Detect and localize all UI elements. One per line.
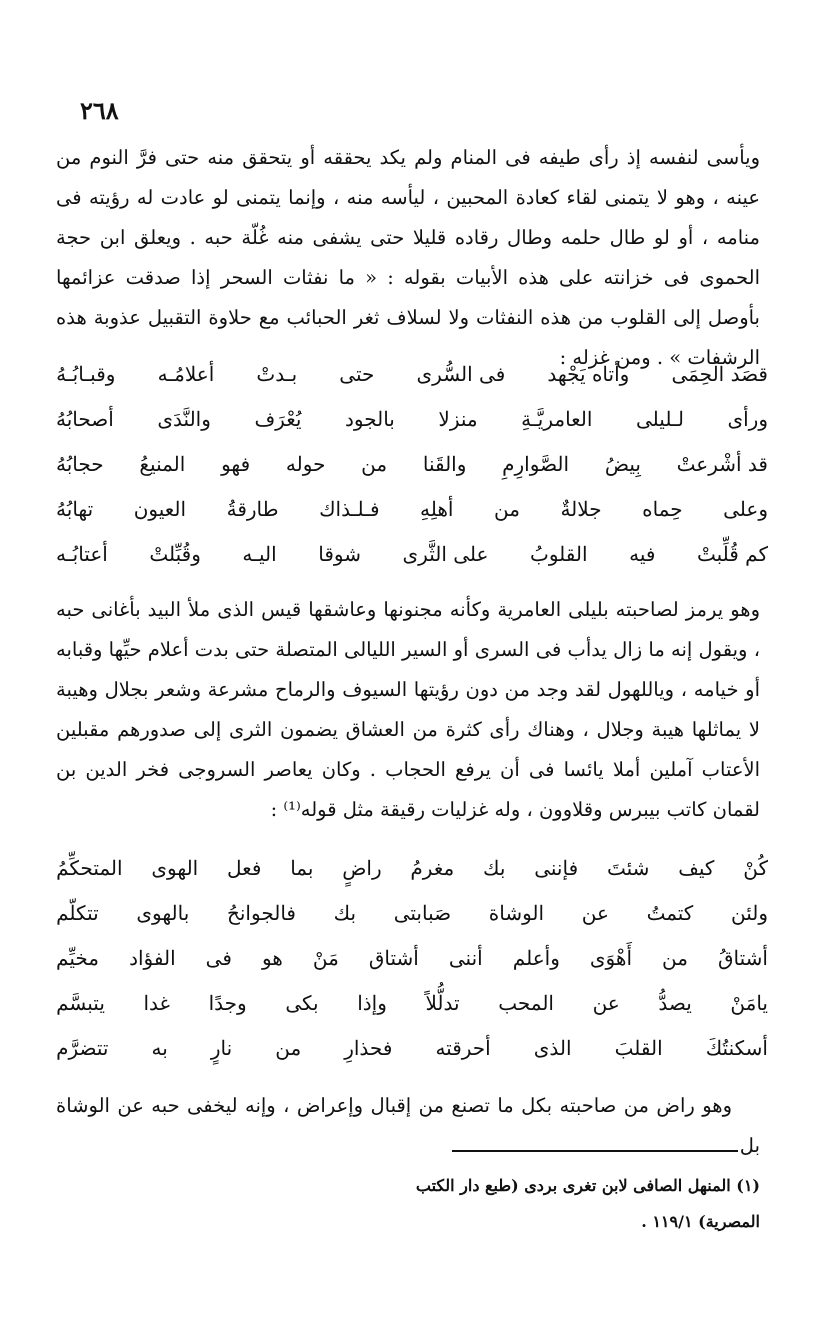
verse-word: وعلى bbox=[723, 497, 768, 521]
page-number: ٢٦٨ bbox=[80, 96, 119, 125]
verse-word: وأعلم bbox=[512, 946, 560, 970]
verse-word: أشتاق bbox=[368, 946, 419, 970]
verse-word: فحذارِ bbox=[344, 1036, 393, 1060]
prose-paragraph-2 bbox=[56, 590, 760, 830]
verse-word: بك bbox=[333, 901, 357, 925]
verse-word: على الثَّرى bbox=[402, 542, 489, 566]
poem-block-1 bbox=[56, 352, 768, 577]
poem-verse bbox=[56, 936, 768, 981]
verse-word: طارقةُ bbox=[226, 497, 279, 521]
verse-word: الفؤاد bbox=[129, 946, 176, 970]
verse-word: غدا bbox=[143, 991, 171, 1015]
verse-word: صَبابتى bbox=[393, 901, 452, 925]
verse-word: كيف bbox=[678, 856, 715, 880]
verse-word: فى bbox=[205, 946, 232, 970]
prose-line: ويقول إنه ما زال يدأب فى السرى أو السير الليالى المتصلة حتى بدت أعلام حيِّها وقبابه bbox=[56, 638, 748, 661]
poem-verse bbox=[56, 532, 768, 577]
verse-word: يصدُّ bbox=[658, 991, 692, 1015]
poem-verse bbox=[56, 352, 768, 397]
verse-word: أحرقته bbox=[435, 1036, 491, 1060]
verse-word: أهلِهِ bbox=[420, 497, 454, 521]
prose-line: أو خيامه ، وياللهول لقد وجد من دون رؤيتها السيوف والرماح مشرعة وشعر بجلال وهيبة bbox=[56, 678, 760, 701]
verse-word: فعل bbox=[227, 856, 262, 880]
verse-word: وجدًا bbox=[208, 991, 247, 1015]
verse-word: وإذا bbox=[357, 991, 387, 1015]
verse-word: وقبـابُـهُ bbox=[56, 362, 116, 386]
verse-word: ورأى bbox=[727, 407, 768, 431]
poem-verse bbox=[56, 442, 768, 487]
verse-word: اليـه bbox=[242, 542, 277, 566]
poem-verse bbox=[56, 1026, 768, 1071]
verse-word: بكى bbox=[285, 991, 319, 1015]
verse-word: الوشاة bbox=[488, 901, 545, 925]
verse-word: الصَّوارِمِ bbox=[502, 452, 570, 476]
poem-verse bbox=[56, 981, 768, 1026]
prose-line: وهو راض من صاحبته بكل ما تصنع من إقبال وإعراض ، وإنه ليخفى حبه عن الوشاة بل bbox=[56, 1094, 760, 1157]
verse-word: حجابُهُ bbox=[56, 452, 104, 476]
verse-word: تهابُهُ bbox=[56, 497, 94, 521]
verse-word: هو bbox=[261, 946, 283, 970]
verse-word: العامريَّـةِ bbox=[521, 407, 593, 431]
verse-word: حتى bbox=[339, 362, 375, 386]
verse-word: المنيعُ bbox=[139, 452, 186, 476]
verse-word: به bbox=[151, 1036, 168, 1060]
verse-word: مَنْ bbox=[312, 946, 339, 970]
verse-word: المحب bbox=[498, 991, 554, 1015]
verse-word: يُعْرَف bbox=[254, 407, 302, 431]
verse-word: بما bbox=[290, 856, 314, 880]
verse-word: أعلامُـه bbox=[157, 362, 215, 386]
verse-word: تدلُّلاً bbox=[425, 991, 460, 1015]
prose-paragraph-3 bbox=[56, 1086, 760, 1166]
verse-word: قد أشْرعتْ bbox=[676, 452, 768, 476]
verse-word: من bbox=[494, 497, 520, 521]
verse-word: شئتَ bbox=[606, 856, 650, 880]
verse-word: ولئن bbox=[730, 901, 768, 925]
verse-word: والنَّدَى bbox=[157, 407, 211, 431]
verse-word: مغرمُ bbox=[410, 856, 455, 880]
verse-word: حوله bbox=[285, 452, 326, 476]
verse-word: بالهوى bbox=[136, 901, 190, 925]
verse-word: من bbox=[662, 946, 688, 970]
verse-word: أَهْوَى bbox=[589, 946, 632, 970]
prose-line: ويأسى لنفسه إذ رأى طيفه فى المنام ولم يكد يحققه أو يتحقق منه حتى فرَّ النوم من عينه ، وهو bbox=[56, 146, 761, 209]
verse-word: القلوبُ bbox=[530, 542, 588, 566]
prose-line: وهو يرمز لصاحبته بليلى العامرية وكأنه مجنونها وعاشقها قيس الذى ملأ البيد بأغانى حبه ، bbox=[56, 598, 760, 661]
verse-word: فـلـذاك bbox=[319, 497, 380, 521]
footnote-line: المصرية) ١١٩/١ . bbox=[641, 1212, 760, 1231]
verse-word: فالجوانحُ bbox=[226, 901, 296, 925]
verse-word: فهو bbox=[221, 452, 251, 476]
poem-block-2 bbox=[56, 846, 768, 1071]
verse-word: من bbox=[275, 1036, 302, 1060]
verse-word: أصحابُهُ bbox=[56, 407, 114, 431]
prose-line: حلمه وطال رقاده قليلا حتى يشفى منه غُلّة حبه . ويعلق ابن حجة الحموى فى خزانته على هذه bbox=[56, 226, 760, 289]
verse-word: أسكنتُكَ bbox=[705, 1036, 768, 1060]
prose-line: الأبيات بقوله : « ما نفثات السحر إذا صدقت عزائمها بأوصل إلى القلوب من هذه النفثات bbox=[56, 266, 760, 329]
verse-word: أننى bbox=[448, 946, 483, 970]
prose-line: ولا لسلاف ثغر الحبائب مع حلاوة التقبيل عذوبة هذه الرشفات » . ومن غزله : bbox=[56, 306, 760, 369]
verse-word: تتكلّم bbox=[56, 901, 99, 925]
verse-word: فإننى bbox=[534, 856, 579, 880]
verse-word: فيه bbox=[629, 542, 656, 566]
verse-word: عن bbox=[592, 991, 620, 1015]
verse-word: العيون bbox=[133, 497, 187, 521]
poem-verse bbox=[56, 846, 768, 891]
footnote-divider bbox=[452, 1150, 738, 1152]
verse-word: يتبسَّم bbox=[56, 991, 105, 1015]
verse-word: منزلا bbox=[438, 407, 478, 431]
poem-verse bbox=[56, 487, 768, 532]
verse-word: لـليلى bbox=[636, 407, 684, 431]
verse-word: أشتاقُ bbox=[718, 946, 768, 970]
verse-word: كتمتُ bbox=[646, 901, 694, 925]
verse-word: يامَنْ bbox=[730, 991, 768, 1015]
footnote-line: (١) المنهل الصافى لابن تغرى بردى (طبع دار الكتب bbox=[415, 1176, 760, 1195]
verse-word: راضٍ bbox=[342, 856, 382, 880]
verse-word: نارٍ bbox=[210, 1036, 233, 1060]
verse-word: من bbox=[361, 452, 388, 476]
footnote bbox=[60, 1168, 760, 1240]
prose-line: لا يتمنى لقاء كعادة المحبين ، ليأسه منه ، وإنما يتمنى لو عادت له رؤيته فى منامه ، أو لو طال bbox=[56, 186, 760, 249]
verse-word: وأتاه يَجْهد bbox=[547, 362, 630, 386]
verse-word: حِماه bbox=[642, 497, 683, 521]
prose-paragraph-1 bbox=[56, 138, 760, 378]
verse-word: قصَد الحِمَى bbox=[671, 362, 768, 386]
verse-word: بـدتْ bbox=[256, 362, 298, 386]
verse-word: بك bbox=[483, 856, 506, 880]
prose-line: لا يماثلها هيبة وجلال ، وهناك رأى كثرة من العشاق يضمون الثرى إلى صدورهم مقبلين الأعتاب bbox=[56, 718, 760, 781]
verse-word: عن bbox=[581, 901, 609, 925]
verse-word: كُنْ bbox=[743, 856, 768, 880]
verse-word: الذى bbox=[533, 1036, 572, 1060]
prose-line: آملين أملا يائسا فى أن يرفع الحجاب . وكان يعاصر السروجى فخر الدين بن لقمان كاتب بيبرس bbox=[56, 758, 760, 821]
verse-word: تتضرَّم bbox=[56, 1036, 109, 1060]
verse-word: أعتابُـه bbox=[56, 542, 108, 566]
verse-word: مخيِّم bbox=[56, 946, 100, 970]
verse-word: جلالةٌ bbox=[560, 497, 602, 521]
verse-word: الهوى bbox=[151, 856, 199, 880]
verse-word: كم قُلِّبتْ bbox=[696, 542, 768, 566]
prose-line: وقلاوون ، وله غزليات رقيقة مثل قوله⁽¹⁾ : bbox=[270, 798, 603, 821]
poem-verse bbox=[56, 891, 768, 936]
verse-word: شوقا bbox=[318, 542, 361, 566]
verse-word: وقُبِّلتْ bbox=[149, 542, 201, 566]
verse-word: القلبَ bbox=[614, 1036, 663, 1060]
verse-word: بالجود bbox=[344, 407, 395, 431]
verse-word: والقَنا bbox=[422, 452, 467, 476]
verse-word: فى السُّرى bbox=[416, 362, 506, 386]
poem-verse bbox=[56, 397, 768, 442]
verse-word: المتحكِّمُ bbox=[56, 856, 123, 880]
verse-word: بِيضُ bbox=[604, 452, 641, 476]
